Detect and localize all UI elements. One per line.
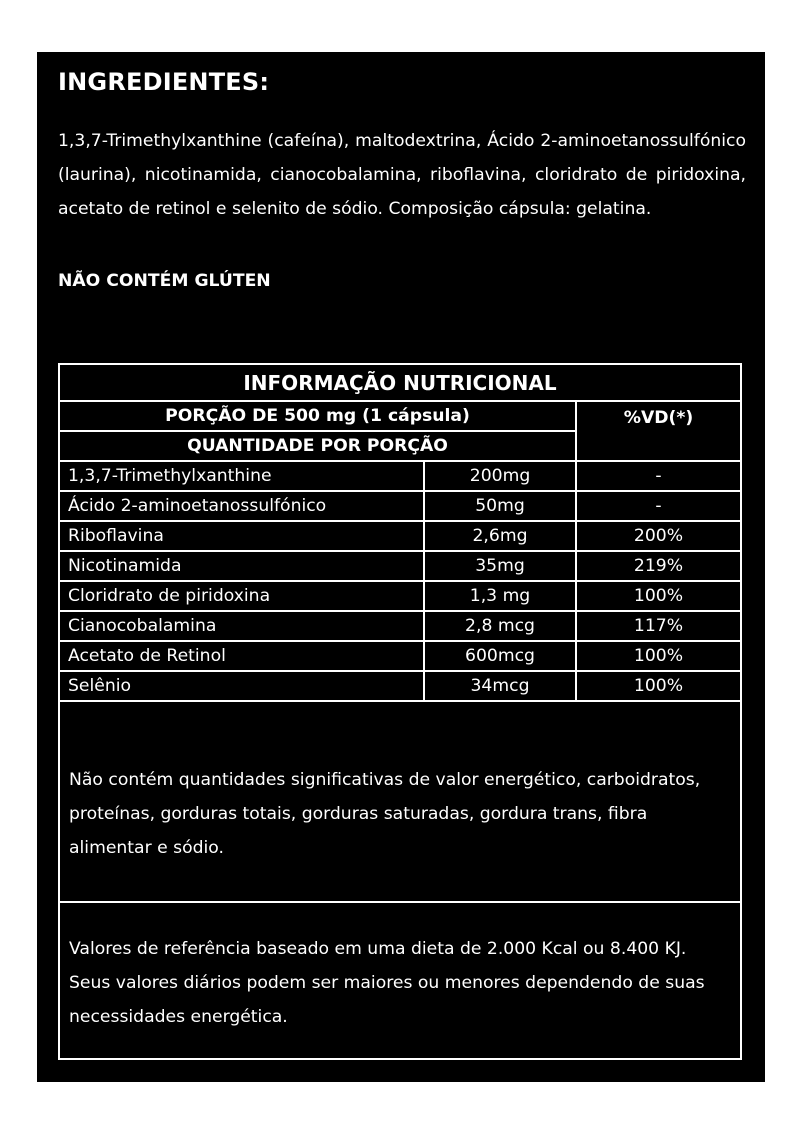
- product-label-panel: [37, 52, 765, 1082]
- gluten-note: NÃO CONTÉM GLÚTEN: [58, 271, 271, 291]
- nutrient-row: [60, 611, 740, 641]
- ingredients-text: 1,3,7-Trimethylxanthine (cafeína), maltodextrina, Ácido 2-aminoetanossulfónico (laurina), nicotinamida, cianocobalamina, riboflavina, cloridrato de piridoxina, acetato de retinol e selenito de sódio. Composição cápsula: gelatina.: [58, 131, 746, 219]
- nutrition-table: [60, 365, 740, 702]
- nutrient-daily-value: 100%: [576, 671, 740, 701]
- portion-header: PORÇÃO DE 500 mg (1 cápsula): [60, 401, 576, 431]
- nutrient-row: [60, 551, 740, 581]
- nutrient-daily-value: 100%: [576, 581, 740, 611]
- nutrient-name: Cloridrato de piridoxina: [60, 581, 424, 611]
- nutrient-amount: 35mg: [424, 551, 576, 581]
- nutrient-row: [60, 521, 740, 551]
- nutrient-row: [60, 641, 740, 671]
- ingredients-title: INGREDIENTES:: [58, 68, 270, 96]
- portion-row: [60, 401, 740, 431]
- nutrient-row: [60, 461, 740, 491]
- nutrient-amount: 600mcg: [424, 641, 576, 671]
- nutrient-row: [60, 671, 740, 701]
- nutrient-name: Cianocobalamina: [60, 611, 424, 641]
- nutrition-facts-box: [58, 363, 742, 1060]
- nutrient-amount: 1,3 mg: [424, 581, 576, 611]
- nutrient-name: Selênio: [60, 671, 424, 701]
- nutrient-name: 1,3,7-Trimethylxanthine: [60, 461, 424, 491]
- nutrient-daily-value: -: [576, 461, 740, 491]
- energy-note: Não contém quantidades significativas de valor energético, carboidratos, proteínas, gorduras totais, gorduras saturadas, gordura trans, fibra alimentar e sódio.: [69, 770, 701, 858]
- nutrient-daily-value: -: [576, 491, 740, 521]
- nutrition-title: INFORMAÇÃO NUTRICIONAL: [60, 365, 740, 401]
- quantity-header: QUANTIDADE POR PORÇÃO: [60, 431, 576, 461]
- nutrient-amount: 200mg: [424, 461, 576, 491]
- nutrient-name: Ácido 2-aminoetanossulfónico: [60, 491, 424, 521]
- nutrient-daily-value: 200%: [576, 521, 740, 551]
- nutrient-name: Riboflavina: [60, 521, 424, 551]
- nutrient-daily-value: 117%: [576, 611, 740, 641]
- nutrition-title-row: [60, 365, 740, 401]
- nutrient-daily-value: 219%: [576, 551, 740, 581]
- nutrient-amount: 50mg: [424, 491, 576, 521]
- reference-note: Valores de referência baseado em uma dieta de 2.000 Kcal ou 8.400 KJ. Seus valores diários podem ser maiores ou menores dependendo de suas necessidades energética.: [69, 939, 705, 1027]
- nutrient-rows: [60, 461, 740, 701]
- nutrient-amount: 34mcg: [424, 671, 576, 701]
- nutrient-name: Acetato de Retinol: [60, 641, 424, 671]
- nutrient-daily-value: 100%: [576, 641, 740, 671]
- daily-value-header: %VD(*): [576, 401, 740, 461]
- nutrient-row: [60, 491, 740, 521]
- nutrient-name: Nicotinamida: [60, 551, 424, 581]
- nutrient-amount: 2,6mg: [424, 521, 576, 551]
- nutrient-amount: 2,8 mcg: [424, 611, 576, 641]
- nutrient-row: [60, 581, 740, 611]
- note-divider: [60, 901, 740, 903]
